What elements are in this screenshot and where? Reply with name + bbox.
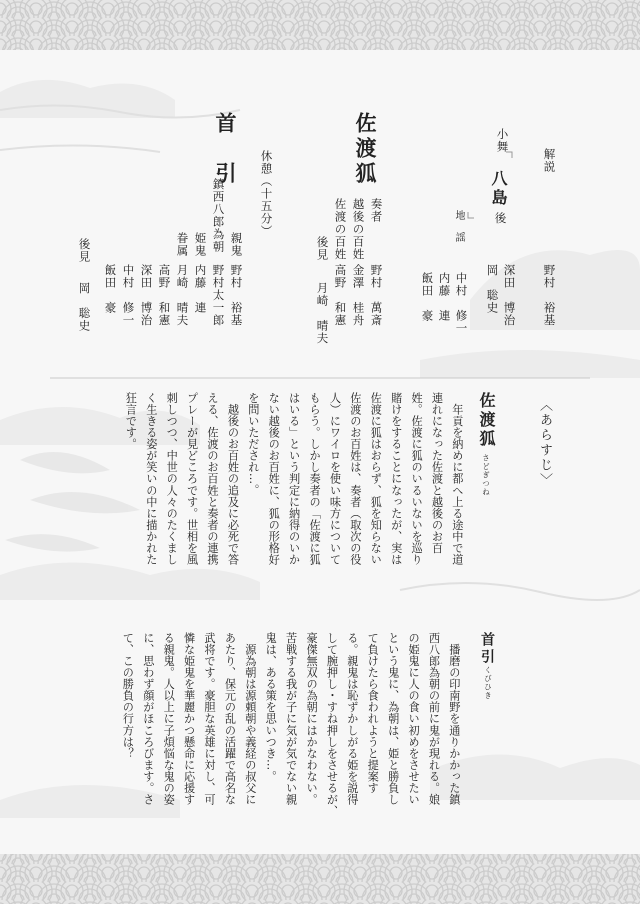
cast-name: 中村 修一 xyxy=(121,264,136,327)
cast-name: 野村 裕基 xyxy=(229,264,244,327)
cast-name: 金澤 桂舟 xyxy=(351,264,366,327)
synopsis-title: 首引 xyxy=(479,632,495,666)
cast-name: 野村 萬斎 xyxy=(369,264,384,327)
piece-title: 佐渡狐 xyxy=(353,112,378,187)
cast-role: 鎮西八郎為朝 xyxy=(211,178,226,253)
cast-role: 眷属 xyxy=(175,232,190,257)
cast-name: 月崎 晴夫 xyxy=(175,264,190,327)
cast-name: 深田 博治 xyxy=(139,264,154,327)
jiutai-label: 地 謡 xyxy=(453,210,464,243)
piece-title: 首 引 xyxy=(213,112,238,187)
cast-name: 内藤 連 xyxy=(193,264,208,314)
synopsis-ruby: さどぎつね xyxy=(481,454,491,497)
performer: 中村 修一 xyxy=(454,272,469,335)
synopsis-body: 播磨の印南野を通りかかった鎮 西八郎為朝の前に鬼が現れる。娘 の姫鬼に人の食い初めをさせたい という鬼に、為朝は、姫と勝負し て負けたら食われようと提案す る。親鬼は恥ずかしがる姫を説得 して腕押し・すね押しをさせるが、 豪傑無双の為朝にはかなわない。 苦戦する我が子に気が気でない親 鬼は、ある策を思いつき…。 源為朝は源頼朝や義経の叔父に あたり、保元の乱の活躍で高名な 武将です。豪胆な英雄に対し、可 憐な姫鬼を華麗かつ懸命に応援す る親鬼。人以上に子煩悩な鬼の姿 に、思わず顔がほころびます。さ て、この勝負の行方は？ xyxy=(121,632,461,817)
cast-name: 岡 聡史 xyxy=(77,282,92,332)
synopsis-ruby: くびひき xyxy=(483,666,493,700)
performer: 飯田 豪 xyxy=(420,272,435,322)
commentary-label: 解説 xyxy=(542,148,557,173)
piece-subtitle: 後 xyxy=(493,212,508,225)
genre-label: 小舞 xyxy=(495,128,510,153)
cast-role: 姫鬼 xyxy=(193,232,208,257)
cast-role: 奏者 xyxy=(369,198,384,223)
cast-role: 佐渡の百姓 xyxy=(333,198,348,261)
commentary-name: 野村 裕基 xyxy=(542,264,557,327)
synopsis-heading: 〈あらすじ〉 xyxy=(537,398,552,488)
performer: 深田 博治 xyxy=(502,264,517,327)
cast-role: 越後の百姓 xyxy=(351,198,366,261)
intermission-note: 休憩（十五分） xyxy=(259,150,274,238)
cast-name: 飯田 豪 xyxy=(103,264,118,314)
cast-name: 高野 和憲 xyxy=(333,264,348,327)
cast-name: 月崎 晴夫 xyxy=(315,282,330,345)
cast-role: 親鬼 xyxy=(229,232,244,257)
cast-name: 野村太一郎 xyxy=(211,264,226,327)
cast-role: 後見 xyxy=(315,236,330,261)
piece-title: 八島 xyxy=(489,170,508,208)
synopsis-body: 年貢を納めに都へ上る途中で道 連れになった佐渡と越後のお百 姓。佐渡に狐のいるいないを巡り 賭けをすることになったが、実は 佐渡に狐はおらず、狐を知らない 佐渡のお百姓は、奏者（取次の役 人）にワイロを使い味方について もらう。しかし奏者の「佐渡に狐 はいる」という判定に納得のいか ない越後のお百姓に、狐の形格好 を問いただされ…。 越後のお百姓の追及に必死で答 える、佐渡のお百姓と奏者の連携 プレーが見どころです。世相を風 刺しつつ、中世の人々のたくまし く生きる姿が笑いの中に描かれた 狂言です。 xyxy=(124,392,464,566)
performer: 岡 聡史 xyxy=(485,264,500,314)
cast-role: 後見 xyxy=(77,238,92,263)
synopsis-title: 佐渡狐 xyxy=(477,392,496,449)
performer: 内藤 連 xyxy=(437,272,452,322)
cast-name: 高野 和憲 xyxy=(157,264,172,327)
